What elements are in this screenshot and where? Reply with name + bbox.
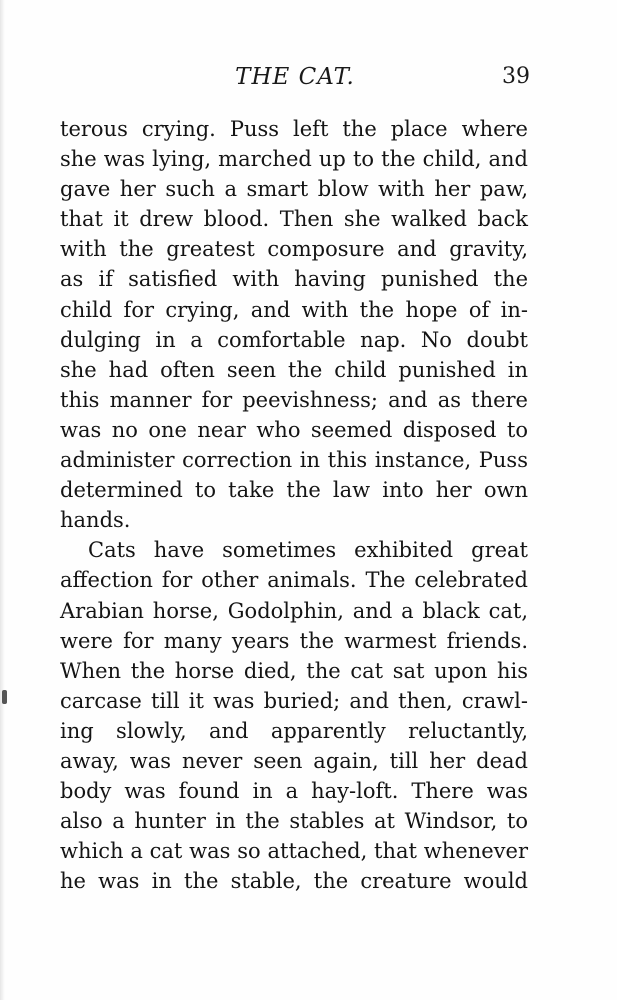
margin-ink-mark <box>2 690 7 704</box>
text-line: were for many years the warmest friends. <box>60 628 528 653</box>
text-line: this manner for peevishness; and as there <box>60 387 528 412</box>
text-line: carcase till it was buried; and then, crawl- <box>60 688 528 713</box>
text-line: was no one near who seemed disposed to <box>60 417 528 442</box>
text-line: that it drew blood. Then she walked back <box>60 207 528 232</box>
text-line: away, was never seen again, till her dead <box>60 748 528 773</box>
text-line: terous crying. Puss left the place where <box>60 117 528 141</box>
text-line: which a cat was so attached, that whenever <box>60 839 528 864</box>
text-line: administer correction in this instance, Puss <box>60 448 528 473</box>
text-line: hands. <box>60 508 131 533</box>
text-line: as if satisfied with having punished the <box>60 267 528 292</box>
text-line: with the greatest composure and gravity, <box>60 237 528 262</box>
text-line: body was found in a hay-loft. There was <box>60 779 528 804</box>
text-line: she had often seen the child punished in <box>60 357 528 382</box>
text-line: also a hunter in the stables at Windsor, to <box>60 809 528 834</box>
page-number: 39 <box>502 64 530 89</box>
text-line: Arabian horse, Godolphin, and a black cat, <box>60 598 528 623</box>
text-line: child for crying, and with the hope of in- <box>60 297 528 322</box>
text-line: Cats have sometimes exhibited great <box>88 538 528 563</box>
text-line: he was in the stable, the creature would <box>60 869 528 894</box>
page-header <box>60 58 530 98</box>
body-text <box>60 114 528 896</box>
text-line: determined to take the law into her own <box>60 478 528 503</box>
text-line: affection for other animals. The celebrated <box>60 568 528 593</box>
text-line: gave her such a smart blow with her paw, <box>60 177 528 202</box>
text-line: dulging in a comfortable nap. No doubt <box>60 327 528 352</box>
running-title: THE CAT. <box>235 64 355 90</box>
text-line: When the horse died, the cat sat upon his <box>60 658 528 683</box>
page-edge-shadow <box>0 0 5 1000</box>
text-line: ing slowly, and apparently reluctantly, <box>60 718 528 743</box>
text-line: she was lying, marched up to the child, and <box>60 147 528 172</box>
